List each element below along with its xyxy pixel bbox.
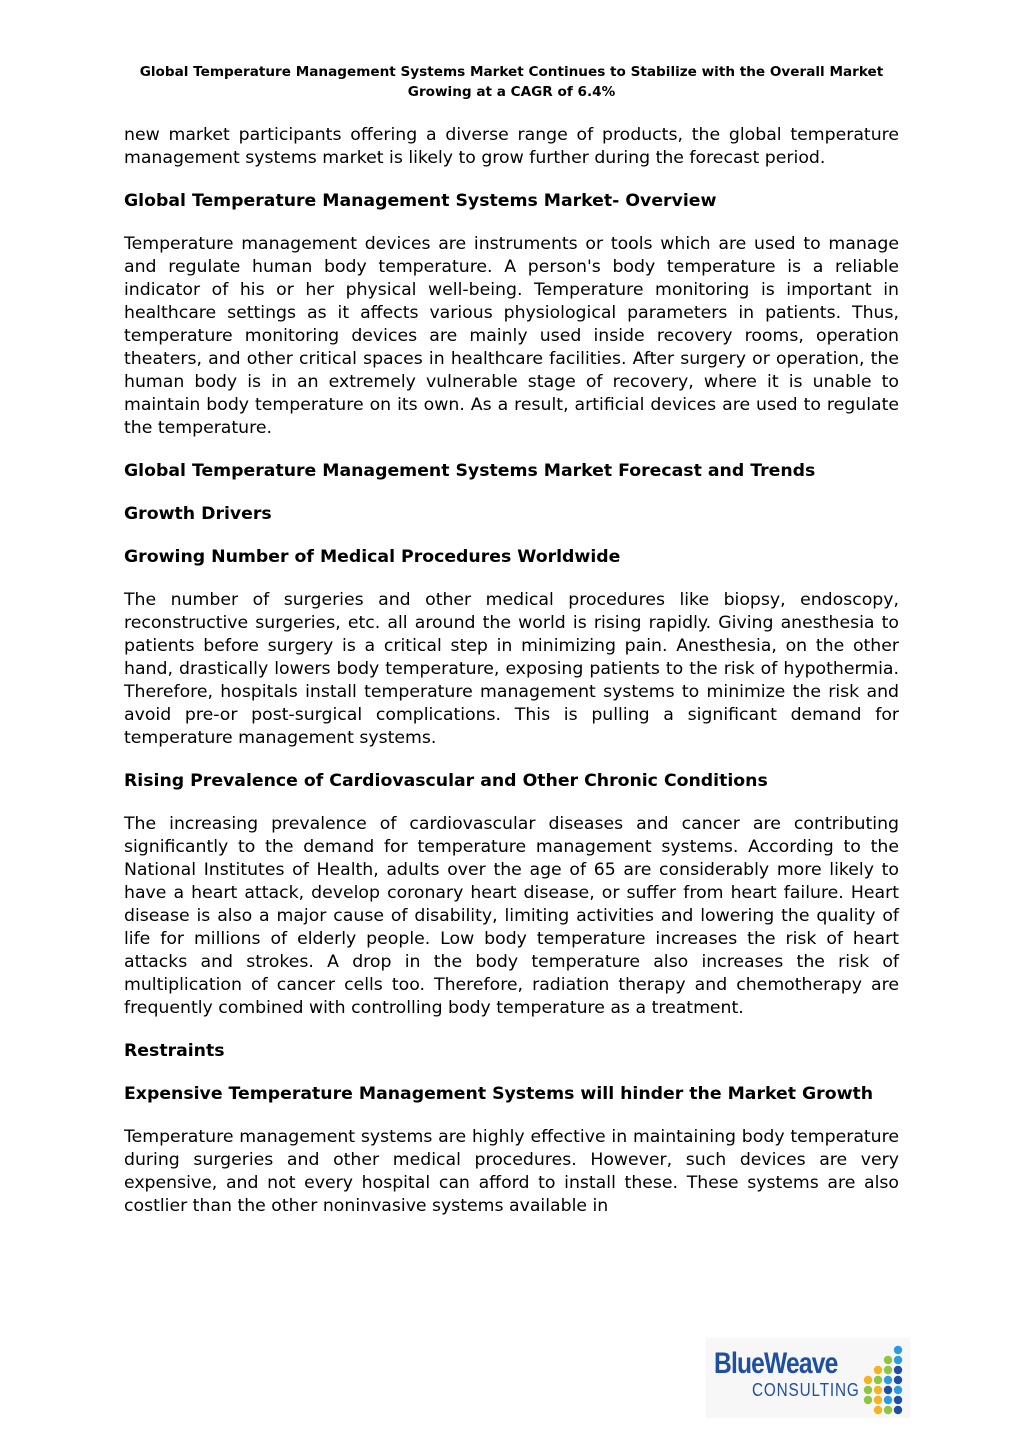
overview-heading: Global Temperature Management Systems Market- Overview (124, 191, 717, 211)
logo-sub-text: CONSULTING (752, 1380, 860, 1400)
cardiovascular-paragraph: The increasing prevalence of cardiovascular diseases and cancer are contributing significantly to the demand for temperature management systems. According to the National Institutes of Health, adults over the age of 65 are considerably more likely to have a heart attack, develop coronary heart disease, or suffer from heart failure. Heart disease is also a major cause of disability, limiting activities and lowering the quality of life for millions of elderly people. Low body temperature increases the risk of heart attacks and strokes. A drop in the body temperature also increases the risk of multiplication of cancer cells too. Therefore, radiation therapy and chemotherapy are frequently combined with controlling body temperature as a treatment. (124, 814, 899, 1018)
restraints-heading: Restraints (124, 1041, 225, 1061)
logo-dots-icon (862, 1344, 906, 1416)
intro-paragraph: new market participants offering a diverse range of products, the global temperature management systems market is likely to grow further during the forecast period. (124, 125, 899, 168)
document-body (124, 124, 899, 1238)
page-header-title: Global Temperature Management Systems Market Continues to Stabilize with the Overall Market Growing at a CAGR of 6.4% (139, 64, 884, 100)
forecast-heading: Global Temperature Management Systems Market Forecast and Trends (124, 461, 816, 481)
page-header (110, 62, 913, 102)
expensive-systems-heading: Expensive Temperature Management Systems will hinder the Market Growth (124, 1084, 874, 1104)
expensive-systems-paragraph: Temperature management systems are highly effective in maintaining body temperature during surgeries and other medical procedures. However, such devices are very expensive, and not every hospital can afford to install these. These systems are also costlier than the other noninvasive systems available in (124, 1127, 899, 1216)
logo-brand-text: BlueWeave (714, 1347, 838, 1380)
blueweave-logo (706, 1338, 910, 1418)
overview-paragraph: Temperature management devices are instruments or tools which are used to manage and regulate human body temperature. A person's body temperature is a reliable indicator of his or her physical well-being. Temperature monitoring is important in healthcare settings as it affects various physiological parameters in patients. Thus, temperature monitoring devices are mainly used inside recovery rooms, operation theaters, and other critical spaces in healthcare facilities. After surgery or operation, the human body is in an extremely vulnerable stage of recovery, where it is unable to maintain body temperature on its own. As a result, artificial devices are used to regulate the temperature. (124, 234, 899, 438)
cardiovascular-heading: Rising Prevalence of Cardiovascular and Other Chronic Conditions (124, 771, 768, 791)
procedures-heading: Growing Number of Medical Procedures Worldwide (124, 547, 621, 567)
growth-drivers-heading: Growth Drivers (124, 504, 272, 524)
procedures-paragraph: The number of surgeries and other medical procedures like biopsy, endoscopy, reconstructive surgeries, etc. all around the world is rising rapidly. Giving anesthesia to patients before surgery is a critical step in minimizing pain. Anesthesia, on the other hand, drastically lowers body temperature, exposing patients to the risk of hypothermia. Therefore, hospitals install temperature management systems to minimize the risk and avoid pre-or post-surgical complications. This is pulling a significant demand for temperature management systems. (124, 590, 899, 748)
